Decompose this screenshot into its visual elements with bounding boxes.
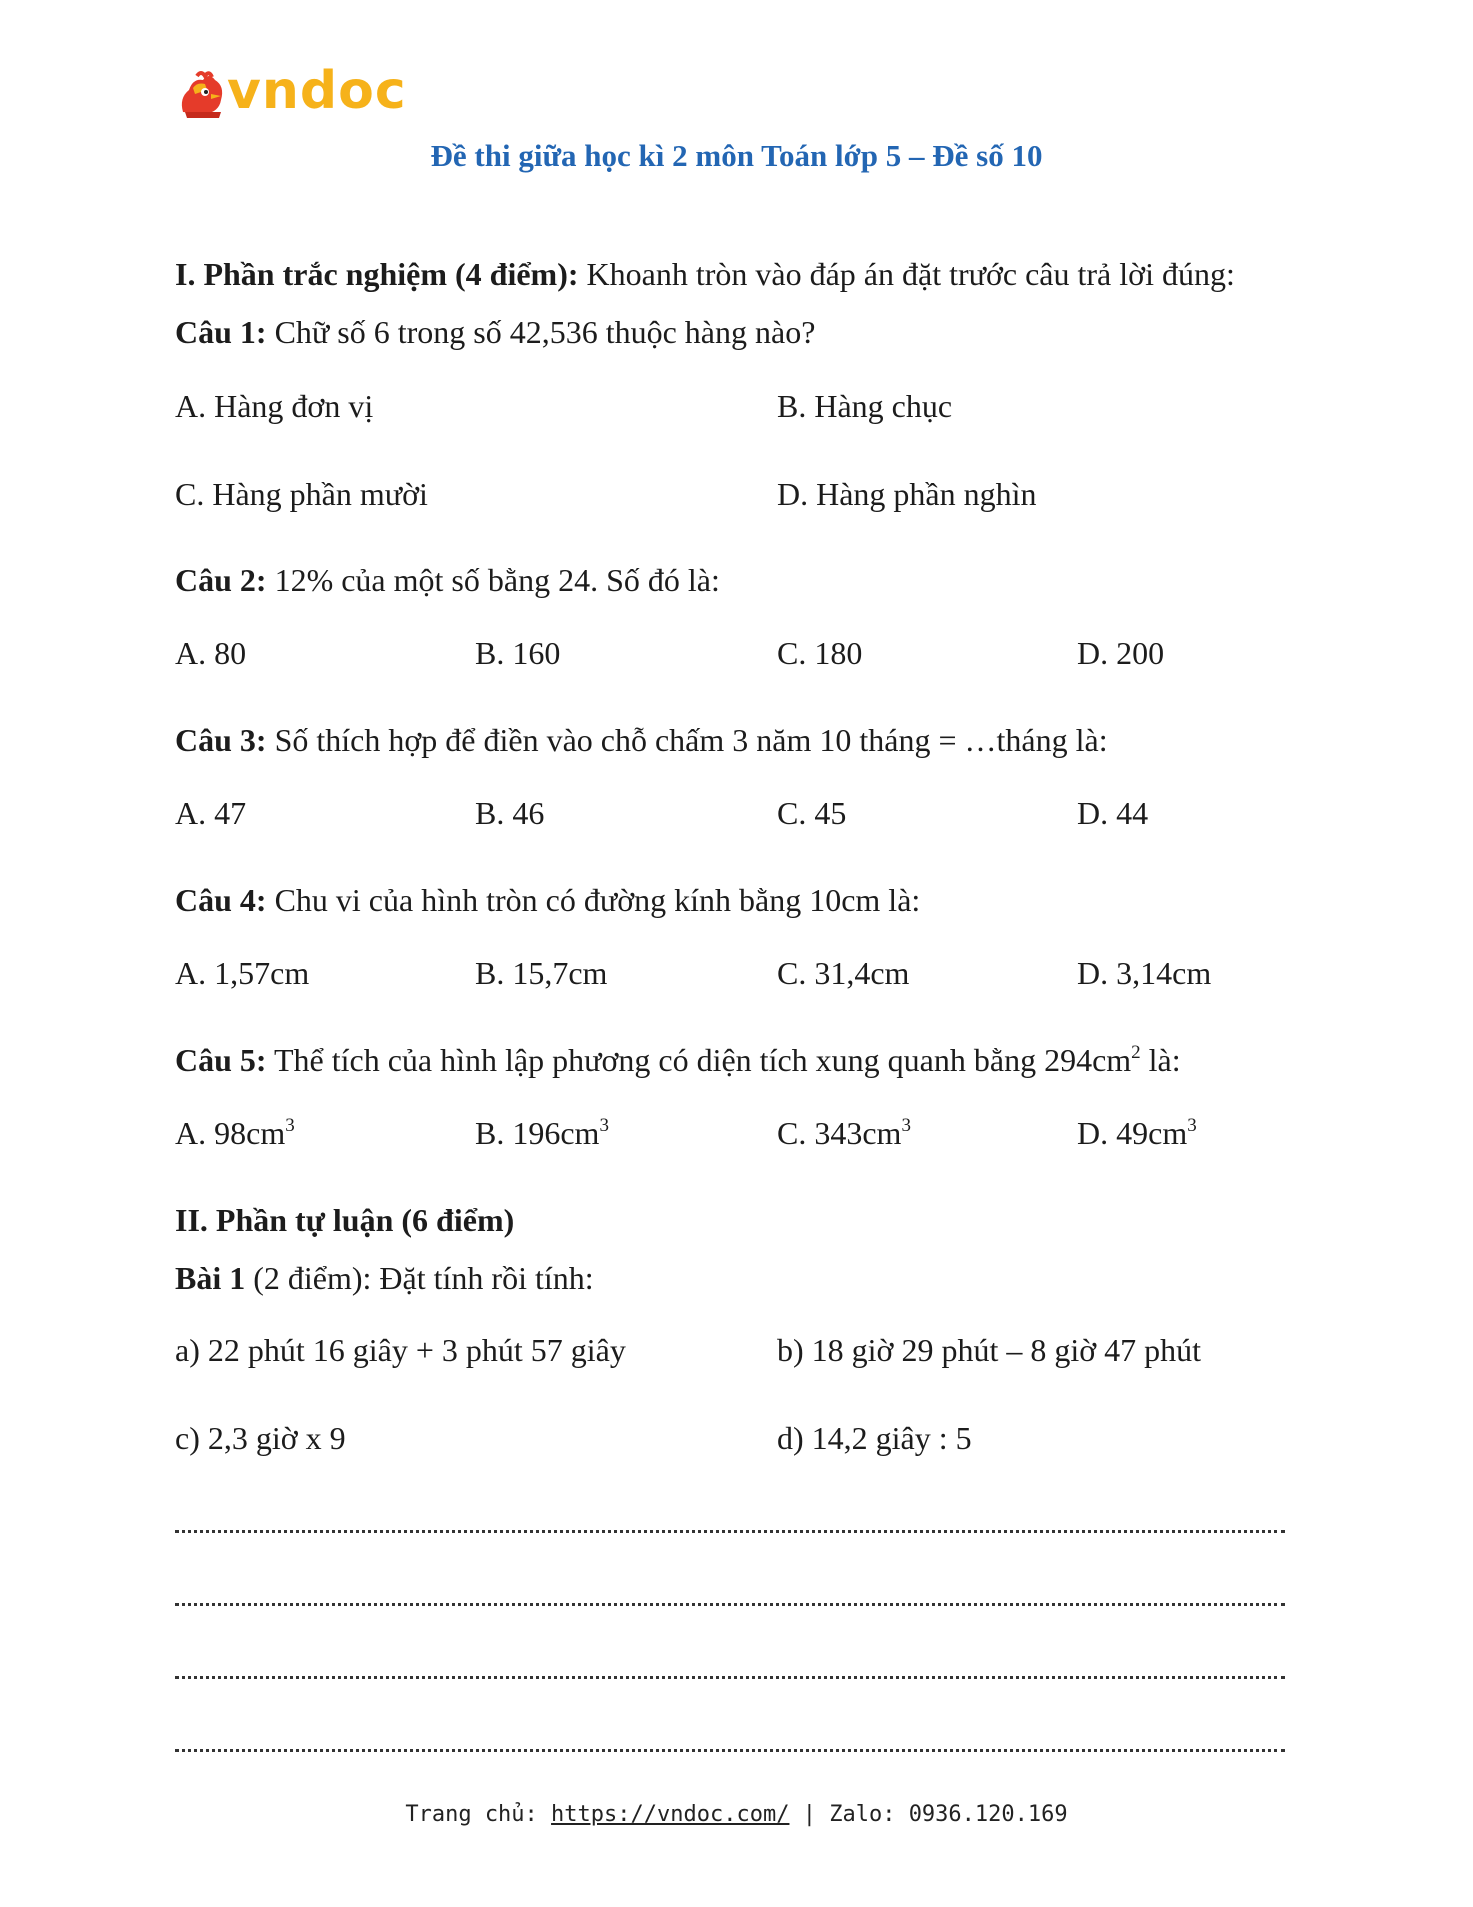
bai1-text: (2 điểm): Đặt tính rồi tính:: [245, 1260, 594, 1296]
question-label: Câu 5:: [175, 1042, 267, 1078]
question-1: [175, 312, 815, 352]
superscript: 3: [901, 1115, 911, 1136]
question-label: Câu 4:: [175, 882, 267, 918]
question-5-option-b: B. $196cm^3$: [475, 1115, 609, 1151]
footer-homepage-link[interactable]: https://vndoc.com/: [551, 1802, 790, 1827]
part1-heading: I. Phần trắc nghiệm (4 điểm):: [175, 256, 579, 292]
question-text: Chữ số 6 trong số 42,536 thuộc hàng nào?: [266, 314, 816, 350]
part1-heading-line: [175, 254, 1235, 294]
document-title: Đề thi giữa học kì 2 môn Toán lớp 5 – Đề số 10: [430, 138, 1043, 173]
question-label: Câu 2:: [175, 562, 267, 598]
question-1-option-a: A. Hàng đơn vị: [175, 388, 374, 424]
bai1-item-b: b) 18 giờ 29 phút – 8 giờ 47 phút: [777, 1332, 1202, 1368]
question-text: Số thích hợp để điền vào chỗ chấm 3 năm 10 tháng = …tháng là:: [266, 722, 1108, 758]
footer-zalo: Zalo: 0936.120.169: [829, 1802, 1068, 1827]
question-text: Chu vi của hình tròn có đường kính bằng 10cm là:: [266, 882, 921, 918]
question-2: [175, 560, 720, 600]
superscript: 2: [1131, 1042, 1141, 1063]
logo-wordmark: vndoc: [227, 61, 407, 121]
question-label: Câu 3:: [175, 722, 267, 758]
question-5-option-d: D. $49cm^3$: [1077, 1115, 1197, 1151]
superscript: 3: [599, 1115, 609, 1136]
question-1-option-c: C. Hàng phần mười: [175, 476, 428, 512]
question-3: [175, 720, 1108, 760]
question-2-option-d: D. 200: [1077, 635, 1165, 671]
bai1-heading: [175, 1258, 594, 1298]
question-4: [175, 880, 920, 920]
footer-prefix: Trang chủ:: [405, 1802, 552, 1827]
question-2-option-c: C. 180: [777, 635, 863, 671]
part1-instruction: Khoanh tròn vào đáp án đặt trước câu trả lời đúng:: [578, 256, 1235, 292]
question-3-option-c: C. 45: [777, 795, 847, 831]
question-text: Thể tích của hình lập phương có diện tích xung quanh bằng 294cm: [266, 1042, 1132, 1078]
question-1-option-d: D. Hàng phần nghìn: [777, 476, 1037, 512]
bai1-item-a: a) 22 phút 16 giây + 3 phút 57 giây: [175, 1332, 626, 1368]
question-2-option-a: A. 80: [175, 635, 247, 671]
question-3-option-d: D. 44: [1077, 795, 1149, 831]
answer-line: [175, 1530, 1285, 1533]
answer-line: [175, 1603, 1285, 1606]
question-5-option-a: A. $98cm^3$: [175, 1115, 295, 1151]
question-5-option-c: C. $343cm^3$: [777, 1115, 911, 1151]
question-1-option-b: B. Hàng chục: [777, 388, 953, 424]
question-5: [175, 1040, 1181, 1080]
question-3-option-b: B. 46: [475, 795, 545, 831]
question-3-option-a: A. 47: [175, 795, 247, 831]
bai1-item-c: c) 2,3 giờ x 9: [175, 1420, 346, 1456]
question-2-option-b: B. 160: [475, 635, 561, 671]
bai1-label: Bài 1: [175, 1260, 246, 1296]
superscript: 3: [1187, 1115, 1197, 1136]
superscript: 3: [285, 1115, 295, 1136]
question-4-option-b: B. 15,7cm: [475, 955, 608, 991]
question-4-option-d: D. 3,14cm: [1077, 955, 1212, 991]
page-footer: [0, 1802, 1473, 1827]
question-4-option-c: C. 31,4cm: [777, 955, 910, 991]
question-text-end: là:: [1140, 1042, 1181, 1078]
part2-heading: II. Phần tự luận (6 điểm): [175, 1202, 515, 1238]
question-text: 12% của một số bằng 24. Số đó là:: [266, 562, 720, 598]
answer-line: [175, 1749, 1285, 1752]
bai1-item-d: d) 14,2 giây : 5: [777, 1420, 972, 1456]
question-4-option-a: A. 1,57cm: [175, 955, 310, 991]
answer-line: [175, 1676, 1285, 1679]
footer-separator: |: [789, 1802, 830, 1827]
vndoc-logo: [175, 61, 407, 124]
question-label: Câu 1:: [175, 314, 267, 350]
rooster-mascot-icon: [175, 68, 229, 120]
